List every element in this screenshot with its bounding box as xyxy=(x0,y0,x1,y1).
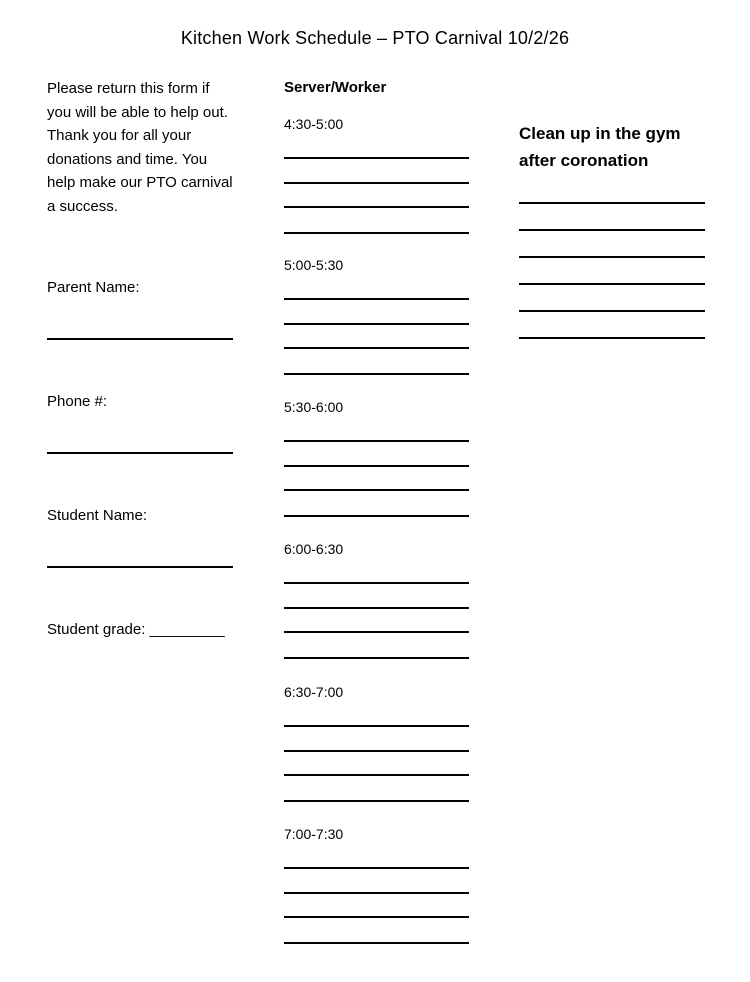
slot-time-label: 6:00-6:30 xyxy=(284,541,344,557)
slot-time-label: 6:30-7:00 xyxy=(284,684,344,700)
student-name-field[interactable] xyxy=(47,566,233,568)
student-grade-field[interactable]: Student grade: _________ xyxy=(47,621,225,638)
worker-signup-line[interactable] xyxy=(284,800,469,802)
worker-signup-line[interactable] xyxy=(284,942,469,944)
worker-signup-line[interactable] xyxy=(284,631,469,633)
worker-signup-line[interactable] xyxy=(284,373,469,375)
worker-signup-line[interactable] xyxy=(284,232,469,234)
cleanup-signup-line[interactable] xyxy=(519,202,705,204)
worker-signup-line[interactable] xyxy=(284,725,469,727)
worker-signup-line[interactable] xyxy=(284,916,469,918)
slot-time-label: 5:30-6:00 xyxy=(284,399,344,415)
cleanup-signup-line[interactable] xyxy=(519,256,705,258)
page-title: Kitchen Work Schedule – PTO Carnival 10/2/26 xyxy=(180,28,570,48)
worker-signup-line[interactable] xyxy=(284,323,469,325)
worker-signup-line[interactable] xyxy=(284,206,469,208)
worker-signup-line[interactable] xyxy=(284,157,469,159)
slot-time-label: 7:00-7:30 xyxy=(284,826,344,842)
intro-paragraph: Please return this form if you will be able to help out. Thank you for all your donations and time. You help make our PTO carnival a success. xyxy=(47,80,233,215)
parent-name-label: Parent Name: xyxy=(47,279,140,296)
cleanup-heading: Clean up in the gym after coronation xyxy=(519,124,681,170)
worker-signup-line[interactable] xyxy=(284,465,469,467)
slot-time-label: 5:00-5:30 xyxy=(284,257,344,273)
worker-signup-line[interactable] xyxy=(284,750,469,752)
worker-signup-line[interactable] xyxy=(284,298,469,300)
worker-signup-line[interactable] xyxy=(284,489,469,491)
cleanup-signup-line[interactable] xyxy=(519,283,705,285)
worker-signup-line[interactable] xyxy=(284,657,469,659)
cleanup-signup-line[interactable] xyxy=(519,229,705,231)
worker-signup-line[interactable] xyxy=(284,582,469,584)
worker-signup-line[interactable] xyxy=(284,892,469,894)
cleanup-signup-line[interactable] xyxy=(519,310,705,312)
worker-signup-line[interactable] xyxy=(284,607,469,609)
worker-signup-line[interactable] xyxy=(284,182,469,184)
phone-label: Phone #: xyxy=(47,393,108,410)
parent-name-field[interactable] xyxy=(47,338,233,340)
worker-signup-line[interactable] xyxy=(284,774,469,776)
worker-signup-line[interactable] xyxy=(284,515,469,517)
slot-time-label: 4:30-5:00 xyxy=(284,116,344,132)
worker-signup-line[interactable] xyxy=(284,347,469,349)
phone-field[interactable] xyxy=(47,452,233,454)
cleanup-signup-line[interactable] xyxy=(519,337,705,339)
schedule-heading: Server/Worker xyxy=(284,79,387,96)
worker-signup-line[interactable] xyxy=(284,440,469,442)
student-name-label: Student Name: xyxy=(47,507,148,524)
worker-signup-line[interactable] xyxy=(284,867,469,869)
